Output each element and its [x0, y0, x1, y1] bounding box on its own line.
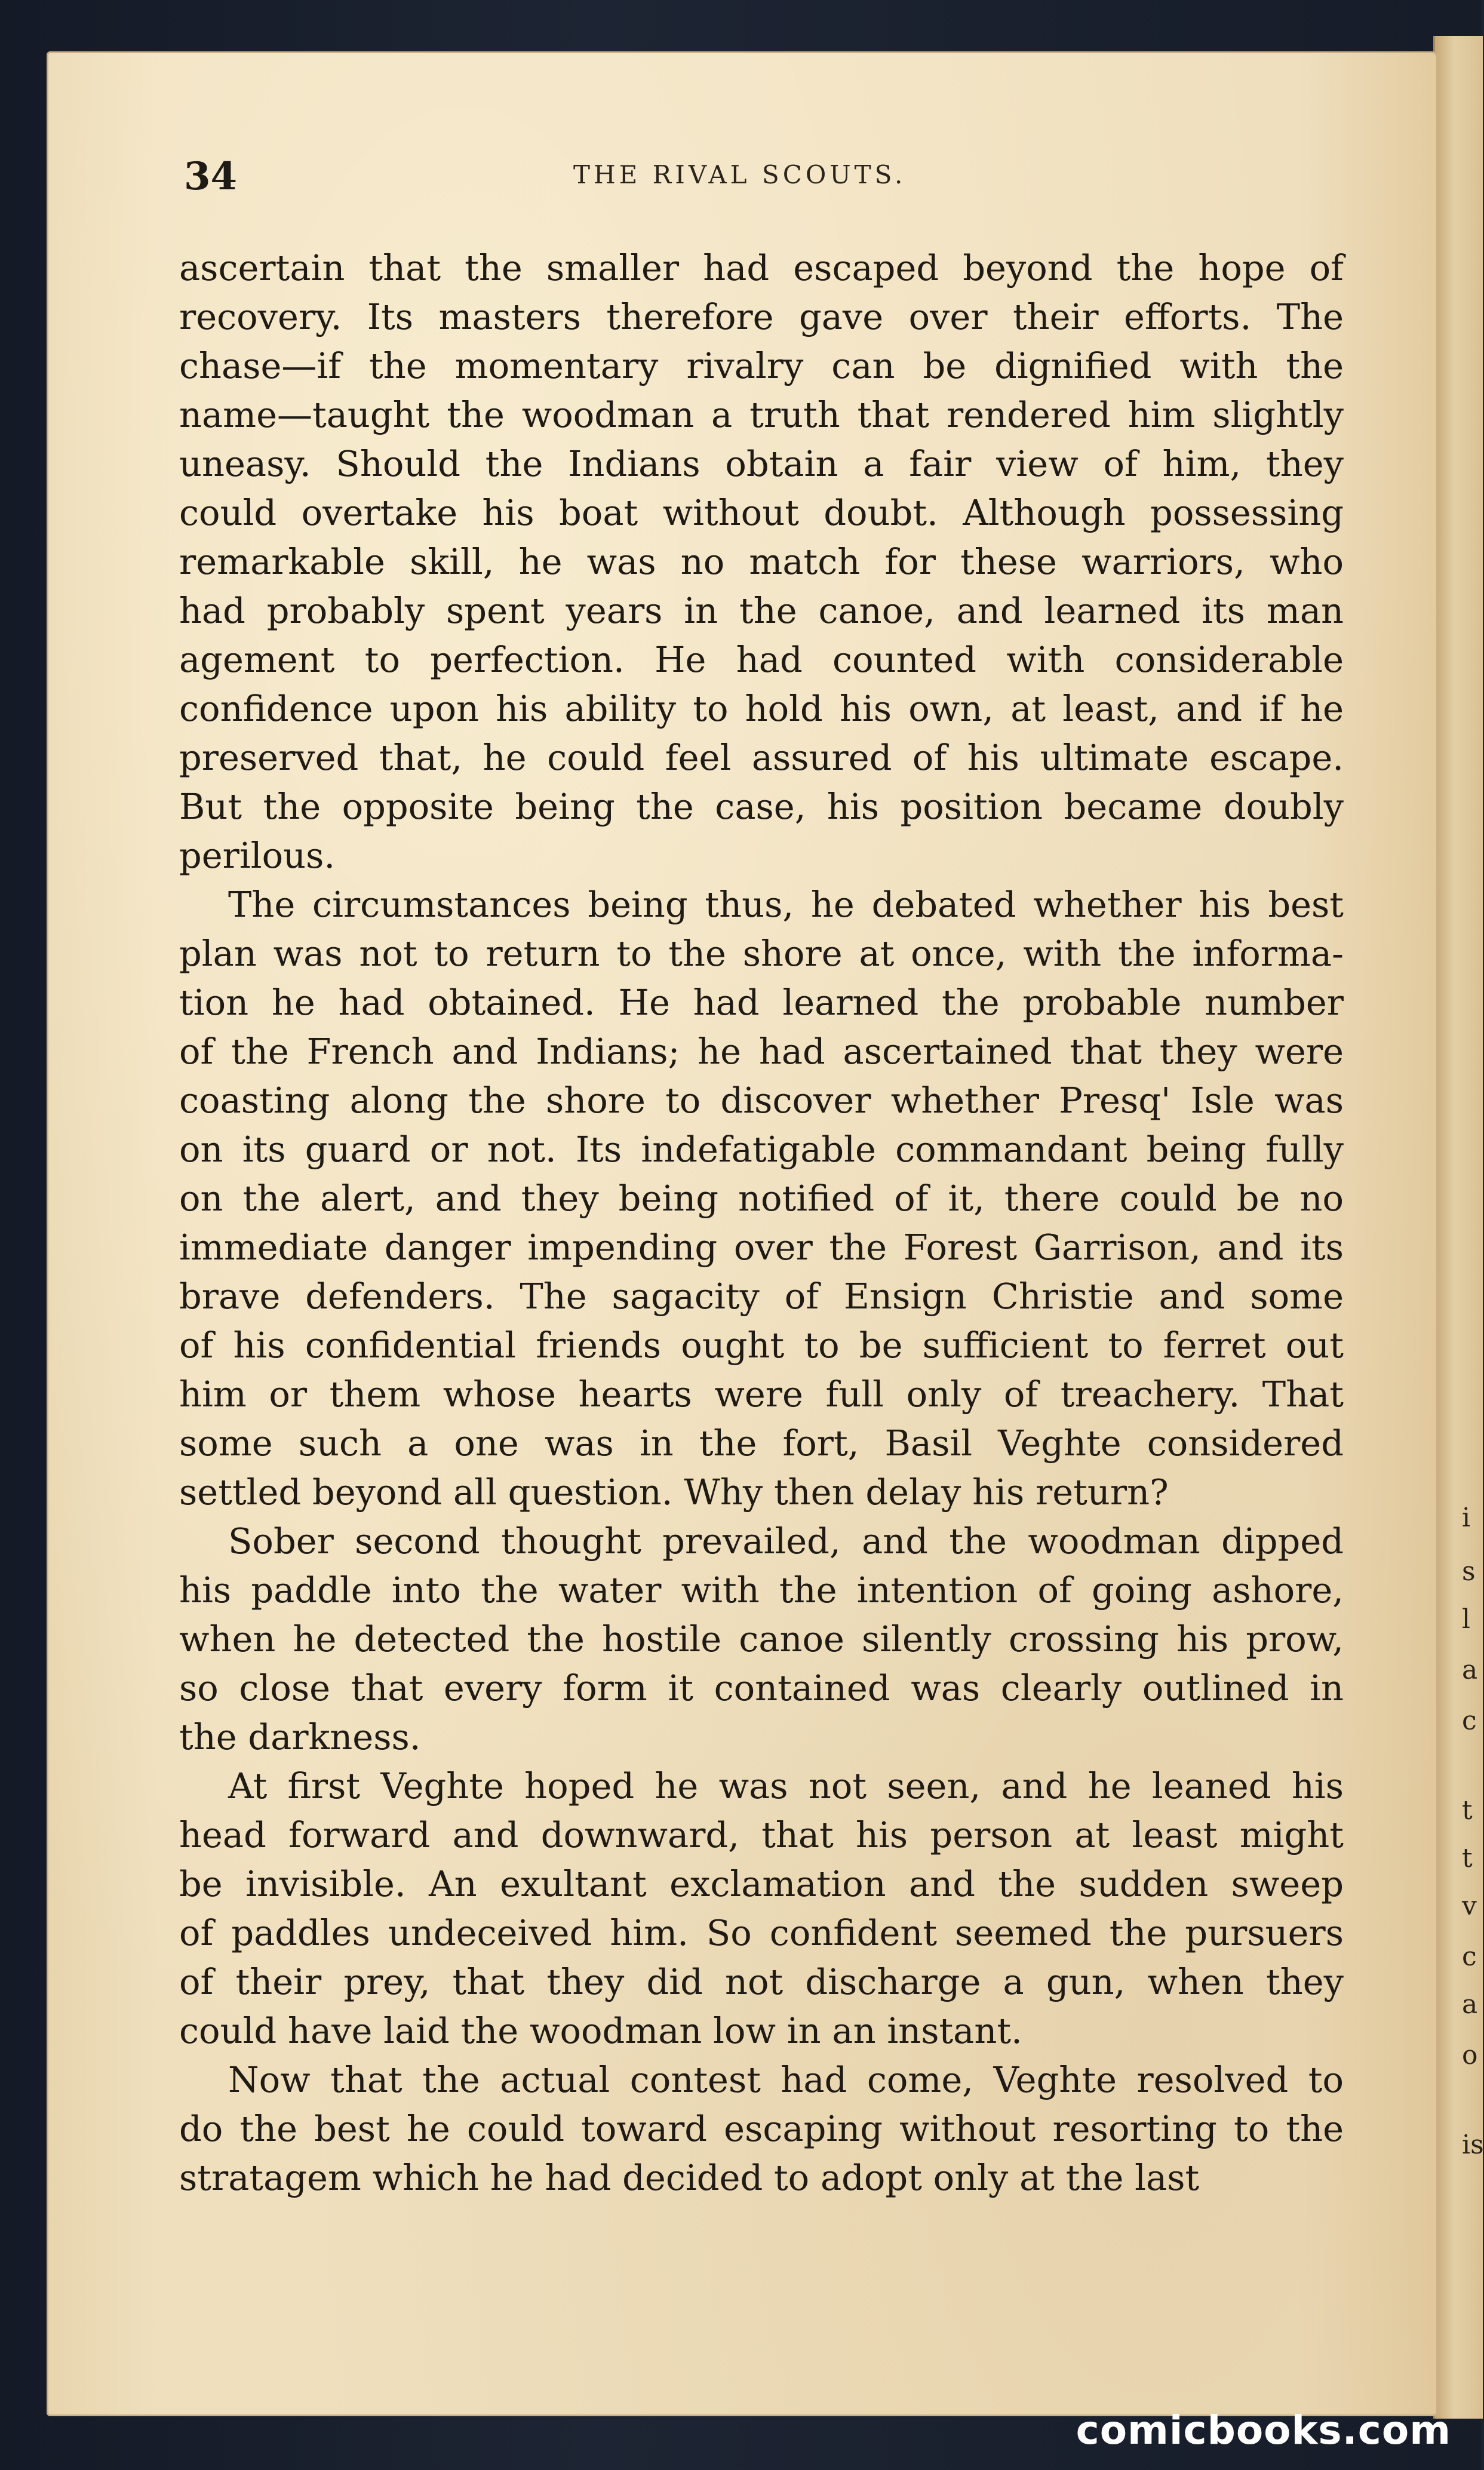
margin-fragment: s [1462, 1556, 1476, 1587]
text-line: But the opposite being the case, his position became doubly [179, 786, 1344, 827]
running-head: THE RIVAL SCOUTS. [573, 160, 907, 189]
text-line: on its guard or not. Its indefatigable commandant being fully [179, 1129, 1344, 1170]
text-line: name—taught the woodman a truth that rendered him slightly [179, 394, 1344, 435]
text-line: plan was not to return to the shore at once, with the informa- [179, 933, 1344, 974]
text-line: of their prey, that they did not discharge a gun, when they [179, 1961, 1344, 2002]
text-line: agement to perfection. He had counted with considerable [179, 639, 1344, 680]
text-line: of the French and Indians; he had ascertained that they were [179, 1031, 1344, 1072]
text-line: confidence upon his ability to hold his own, at least, and if he [179, 688, 1344, 729]
margin-fragment: i [1462, 1503, 1471, 1533]
site-watermark: comicbooks.com [1076, 2407, 1451, 2453]
text-line: At first Veghte hoped he was not seen, and he leaned his [228, 1765, 1344, 1807]
text-line: The circumstances being thus, he debated whether his best [228, 884, 1344, 925]
text-line: recovery. Its masters therefore gave over their efforts. The [179, 296, 1344, 337]
text-line: settled beyond all question. Why then delay his return? [179, 1471, 1169, 1513]
text-line: Now that the actual contest had come, Veghte resolved to [228, 2059, 1344, 2100]
margin-fragment: a [1462, 1989, 1478, 2020]
text-line: perilous. [179, 835, 336, 876]
text-line: immediate danger impending over the Forest Garrison, and its [179, 1227, 1344, 1268]
text-line: when he detected the hostile canoe silently crossing his prow, [179, 1618, 1344, 1660]
text-line: had probably spent years in the canoe, and learned its man [179, 590, 1344, 631]
text-line: head forward and downward, that his person at least might [179, 1814, 1344, 1855]
margin-fragment: l [1462, 1604, 1471, 1635]
margin-fragment: o [1462, 2040, 1478, 2070]
margin-fragment: t [1462, 1795, 1473, 1826]
text-line: do the best he could toward escaping without resorting to the [179, 2108, 1344, 2149]
text-line: could have laid the woodman low in an instant. [179, 2010, 1022, 2051]
text-line: be invisible. An exultant exclamation and the sudden sweep [179, 1863, 1344, 1904]
text-line: so close that every form it contained was clearly outlined in [179, 1667, 1344, 1709]
text-line: on the alert, and they being notified of it, there could be no [179, 1178, 1344, 1219]
margin-fragment: a [1462, 1655, 1478, 1685]
body-text [179, 244, 1344, 2202]
text-line: chase—if the momentary rivalry can be dignified with the [179, 345, 1344, 386]
text-line: ascertain that the smaller had escaped beyond the hope of [179, 247, 1344, 288]
text-line: of paddles undeceived him. So confident seemed the pursuers [179, 1912, 1344, 1953]
margin-fragment: c [1462, 1941, 1477, 1972]
margin-fragment: v [1462, 1891, 1477, 1921]
text-line: the darkness. [179, 1716, 421, 1758]
text-line: of his confidential friends ought to be sufficient to ferret out [179, 1325, 1344, 1366]
text-line: him or them whose hearts were full only of treachery. That [179, 1374, 1344, 1415]
text-line: remarkable skill, he was no match for these warriors, who [179, 541, 1344, 582]
text-line: preserved that, he could feel assured of his ultimate escape. [179, 737, 1344, 778]
text-line: uneasy. Should the Indians obtain a fair view of him, they [179, 443, 1344, 484]
page-header [179, 154, 1433, 202]
text-line: brave defenders. The sagacity of Ensign Christie and some [179, 1276, 1344, 1317]
text-line: his paddle into the water with the intention of going ashore, [179, 1569, 1344, 1611]
text-line: stratagem which he had decided to adopt only at the last [179, 2157, 1200, 2198]
text-line: could overtake his boat without doubt. Although possessing [179, 492, 1344, 533]
margin-fragment: t [1462, 1843, 1473, 1873]
margin-fragment: is [1462, 2130, 1484, 2160]
page-number: 34 [184, 154, 238, 199]
text-line: coasting along the shore to discover whether Presq' Isle was [179, 1080, 1344, 1121]
margin-fragment: c [1462, 1706, 1477, 1736]
text-line: some such a one was in the fort, Basil Veghte considered [179, 1423, 1344, 1464]
text-line: tion he had obtained. He had learned the probable number [179, 982, 1344, 1023]
text-line: Sober second thought prevailed, and the woodman dipped [228, 1520, 1344, 1562]
